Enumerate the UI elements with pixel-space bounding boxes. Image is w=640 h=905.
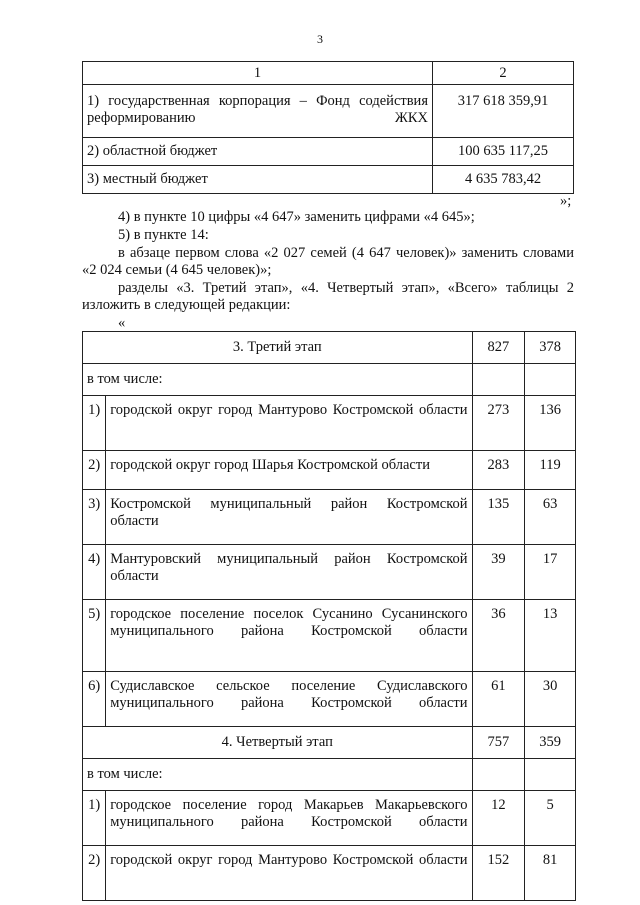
stage-title: 4. Четвертый этап (83, 727, 473, 759)
paragraph (82, 280, 574, 314)
value-1: 273 (472, 396, 525, 451)
value-2: 13 (525, 600, 576, 672)
value-2: 30 (525, 672, 576, 727)
row-number: 5) (83, 600, 106, 672)
paragraph-text: разделы «3. Третий этап», «4. Четвертый этап», «Всего» таблицы 2 изложить в следующей редакции: (82, 280, 574, 313)
stage-title: 3. Третий этап (83, 332, 473, 364)
municipality-name: Мантуровский муниципальный район Костромской области (106, 545, 472, 600)
municipality-name: Судиславское сельское поселение Судиславского муниципального района Костромской области (106, 672, 472, 727)
table-row (83, 166, 574, 194)
funding-source-label: 2) областной бюджет (83, 138, 433, 166)
row-number: 4) (83, 545, 106, 600)
table-row (83, 138, 574, 166)
row-number: 6) (83, 672, 106, 727)
value-1: 39 (472, 545, 525, 600)
stage-row (83, 332, 576, 364)
funding-amount: 317 618 359,91 (433, 85, 574, 138)
row-number: 1) (83, 791, 106, 846)
paragraph: 5) в пункте 14: (118, 227, 209, 243)
value-1: 135 (472, 490, 525, 545)
value-1: 36 (472, 600, 525, 672)
municipality-name: городское поселение поселок Сусанино Сусанинского муниципального района Костромской области (106, 600, 472, 672)
value-2: 17 (525, 545, 576, 600)
table-header-row (83, 62, 574, 85)
value-1: 283 (472, 451, 525, 490)
funding-amount: 100 635 117,25 (433, 138, 574, 166)
value-1: 152 (472, 846, 525, 901)
paragraph: 4) в пункте 10 цифры «4 647» заменить цифрами «4 645»; (118, 209, 475, 225)
table-row (83, 396, 576, 451)
table-row (83, 451, 576, 490)
column-header: 1 (83, 62, 433, 85)
table-row (83, 545, 576, 600)
row-number: 1) (83, 396, 106, 451)
funding-source-label: 1) государственная корпорация – Фонд содействия реформированию ЖКХ (83, 85, 433, 138)
value-2: 63 (525, 490, 576, 545)
row-number: 2) (83, 451, 106, 490)
municipality-name: городской округ город Мантурово Костромской области (106, 396, 472, 451)
municipality-name: Костромской муниципальный район Костромской области (106, 490, 472, 545)
opening-quote: « (118, 315, 126, 331)
row-number: 2) (83, 846, 106, 901)
municipality-name: городской округ город Шарья Костромской области (106, 451, 472, 490)
value-2: 136 (525, 396, 576, 451)
value-2: 119 (525, 451, 576, 490)
funding-source-label: 3) местный бюджет (83, 166, 433, 194)
subheader-row (83, 759, 576, 791)
stage-value-2: 378 (525, 332, 576, 364)
stage-value-1: 827 (472, 332, 525, 364)
value-1: 12 (472, 791, 525, 846)
table-row (83, 85, 574, 138)
value-2: 81 (525, 846, 576, 901)
closing-quote: »; (560, 193, 572, 209)
table-row (83, 600, 576, 672)
value-1: 61 (472, 672, 525, 727)
subheader-row (83, 364, 576, 396)
paragraph-text: в абзаце первом слова «2 027 семей (4 647 человек)» заменить словами «2 024 семьи (4 645 человек)»; (82, 245, 574, 278)
table-row (83, 490, 576, 545)
stage-value-2: 359 (525, 727, 576, 759)
funding-amount: 4 635 783,42 (433, 166, 574, 194)
table-row (83, 672, 576, 727)
table-row (83, 846, 576, 901)
stages-table (82, 331, 576, 901)
stage-row (83, 727, 576, 759)
column-header: 2 (433, 62, 574, 85)
stage-value-1: 757 (472, 727, 525, 759)
value-2: 5 (525, 791, 576, 846)
page-number: 3 (317, 32, 323, 46)
row-number: 3) (83, 490, 106, 545)
subheader-label: в том числе: (83, 759, 473, 791)
municipality-name: городское поселение город Макарьев Макарьевского муниципального района Костромской области (106, 791, 472, 846)
subheader-label: в том числе: (83, 364, 473, 396)
paragraph (82, 245, 574, 279)
municipality-name: городской округ город Мантурово Костромской области (106, 846, 472, 901)
funding-sources-table (82, 61, 574, 194)
table-row (83, 791, 576, 846)
